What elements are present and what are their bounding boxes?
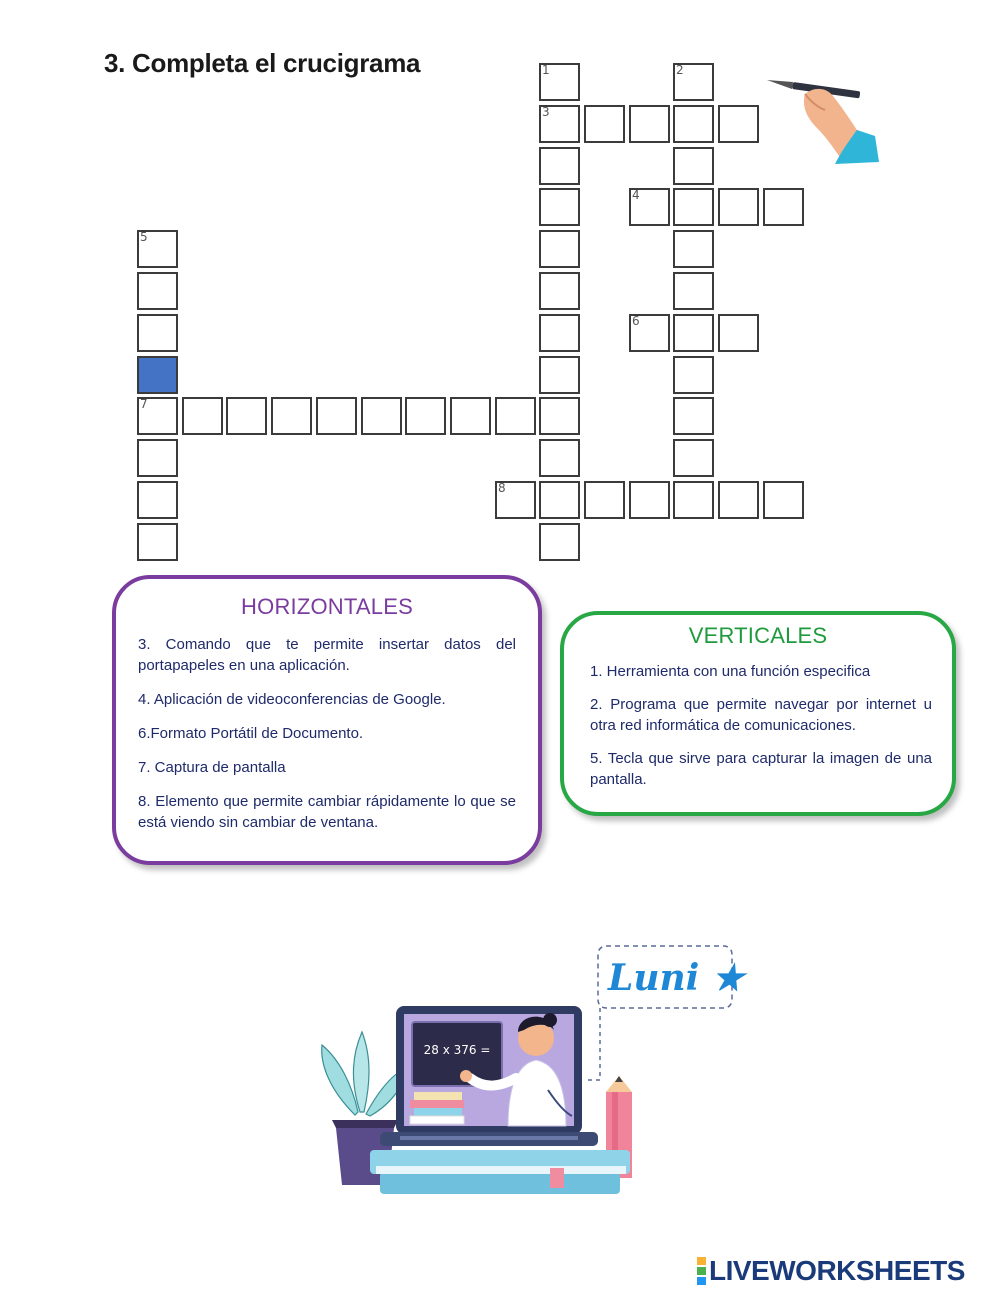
clue-across-6: 6.Formato Portátil de Documento. [138,725,364,742]
clue-across-3: 3. Comando que te permite insertar datos del portapapeles en una aplicación. [138,636,516,674]
crossword-cell[interactable] [539,314,580,352]
crossword-cell[interactable] [763,188,804,226]
clue-down-1: 1. Herramienta con una función especifica [590,663,871,680]
clue-across-8: 8. Elemento que permite cambiar rápidamente lo que se está viendo sin cambiar de ventana. [138,793,516,831]
luni-badge-text: Luni ★ [608,957,745,999]
crossword-cell[interactable] [673,439,714,477]
crossword-cell[interactable] [539,63,580,101]
crossword-cell[interactable] [718,314,759,352]
crossword-cell[interactable] [629,481,670,519]
horizontales-heading: HORIZONTALES [241,594,413,619]
crossword-cell[interactable] [539,523,580,561]
crossword-cell[interactable] [405,397,446,435]
verticales-heading: VERTICALES [688,623,828,648]
horizontales-clue-list [116,634,538,833]
crossword-cell[interactable] [539,439,580,477]
crossword-cell[interactable] [584,105,625,143]
crossword-cell[interactable] [316,397,357,435]
crossword-cell[interactable] [584,481,625,519]
crossword-cell[interactable] [539,230,580,268]
clue-down-2: 2. Programa que permite navegar por internet u otra red informática de comunicaciones. [590,696,932,734]
teacher-laptop-illustration [310,940,750,1215]
crossword-cell[interactable] [539,188,580,226]
crossword-cell[interactable] [673,481,714,519]
crossword-cell[interactable] [137,481,178,519]
crossword-cell[interactable] [137,314,178,352]
hand-pencil-icon [765,72,880,167]
crossword-cell[interactable] [539,105,580,143]
crossword-cell[interactable] [539,481,580,519]
crossword-cell[interactable] [673,230,714,268]
crossword-cell[interactable] [539,356,580,394]
crossword-cell[interactable] [673,397,714,435]
crossword-cell[interactable] [673,105,714,143]
crossword-cell[interactable] [495,481,536,519]
crossword-cell[interactable] [673,63,714,101]
crossword-cell[interactable] [673,147,714,185]
crossword-cell[interactable] [629,105,670,143]
crossword-cell[interactable] [629,188,670,226]
crossword-cell[interactable] [539,272,580,310]
crossword-cell[interactable] [763,481,804,519]
crossword-clue-number: 6 [632,314,640,328]
crossword-cell[interactable] [495,397,536,435]
crossword-clue-number: 4 [632,188,640,202]
crossword-clue-number: 3 [542,105,550,119]
crossword-cell[interactable] [450,397,491,435]
crossword-cell[interactable] [629,314,670,352]
crossword-cell[interactable] [718,105,759,143]
crossword-cell-shaded[interactable] [137,356,178,394]
crossword-cell[interactable] [226,397,267,435]
horizontales-panel [112,575,542,865]
crossword-clue-number: 1 [542,63,550,77]
luni-badge [588,946,748,1080]
page-title: 3. Completa el crucigrama [104,48,421,78]
crossword-cell[interactable] [539,397,580,435]
clue-across-7: 7. Captura de pantalla [138,759,286,776]
crossword-clue-number: 5 [140,230,148,244]
clue-across-4: 4. Aplicación de videoconferencias de Google. [138,691,446,708]
liveworksheets-brand [697,1256,965,1286]
crossword-cell[interactable] [137,523,178,561]
crossword-cell[interactable] [271,397,312,435]
crossword-clue-number: 8 [498,481,506,495]
verticales-clue-list [564,661,952,790]
crossword-cell[interactable] [539,147,580,185]
crossword-cell[interactable] [182,397,223,435]
crossword-cell[interactable] [673,356,714,394]
verticales-panel [560,611,956,816]
board-text: 28 x 376 = [423,1043,491,1057]
crossword-cell[interactable] [137,397,178,435]
crossword-clue-number: 2 [676,63,684,77]
crossword-cell[interactable] [673,272,714,310]
crossword-cell[interactable] [137,230,178,268]
crossword-cell[interactable] [137,272,178,310]
liveworksheets-logo-icon [697,1256,706,1286]
brand-name: LIVEWORKSHEETS [709,1255,965,1286]
crossword-cell[interactable] [361,397,402,435]
crossword-cell[interactable] [673,314,714,352]
crossword-cell[interactable] [718,188,759,226]
crossword-cell[interactable] [137,439,178,477]
clue-down-5: 5. Tecla que sirve para capturar la imagen de una pantalla. [590,750,932,788]
crossword-cell[interactable] [718,481,759,519]
crossword-clue-number: 7 [140,397,148,411]
crossword-cell[interactable] [673,188,714,226]
